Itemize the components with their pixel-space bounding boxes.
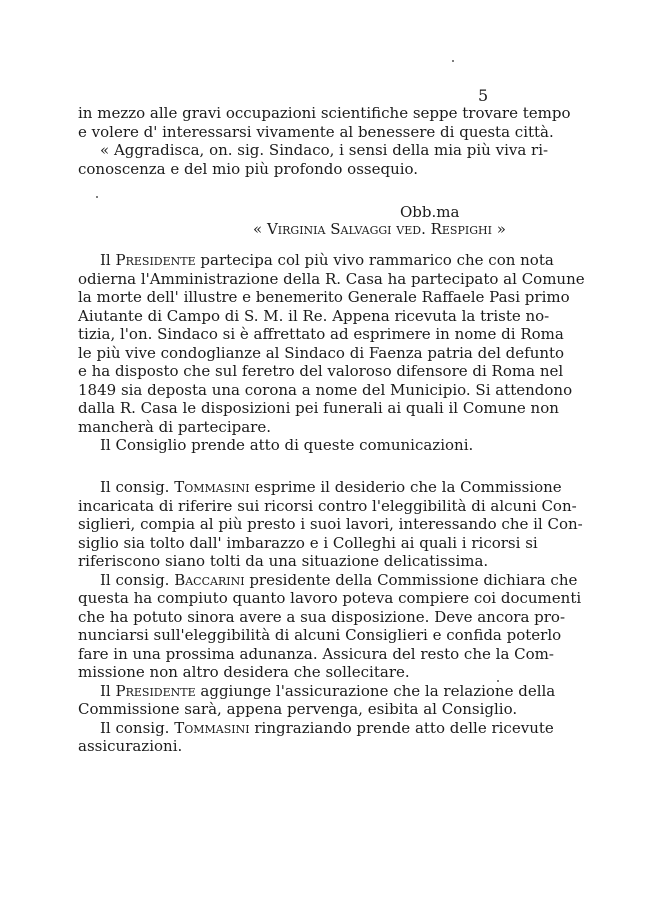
- text-line: e volere d' interessarsi vivamente al benessere di questa città.: [78, 122, 554, 141]
- speaker-name: Tommasini: [174, 478, 250, 496]
- text-line: 1849 sia deposta una corona a nome del Municipio. Si attendono: [78, 380, 573, 399]
- text-line: fare in una prossima adunanza. Assicura del resto che la Com-: [78, 644, 554, 663]
- text-line: missione non altro desidera che sollecitare.: [78, 663, 410, 681]
- text-line: « Aggradisca, on. sig. Sindaco, i sensi della mia più viva ri-: [100, 141, 549, 159]
- text-line: Il Consiglio prende atto di queste comunicazioni.: [100, 436, 474, 454]
- text-line: Il consig. Tommasini ringraziando prende atto delle ricevute: [100, 718, 554, 737]
- text-line: Il consig. Baccarini presidente della Commissione dichiara che: [100, 570, 578, 589]
- speaker-name: Presidente: [115, 251, 196, 269]
- letter-conclusion: [78, 104, 571, 178]
- text-line: incaricata di riferire sui ricorsi contro l'eleggibilità di alcuni Con-: [78, 496, 577, 515]
- president-communication: [78, 251, 585, 455]
- text-line: dalla R. Casa le disposizioni pei funerali ai quali il Comune non: [78, 399, 559, 417]
- text-line: siglio sia tolto dall' imbarazzo e i Colleghi ai quali i ricorsi si: [78, 533, 538, 552]
- text-line: assicurazioni.: [78, 737, 183, 755]
- signatory-name: Virginia Salvaggi ved. Respighi: [266, 220, 492, 238]
- text-line: conoscenza e del mio più profondo ossequio.: [78, 159, 419, 178]
- speaker-name: Tommasini: [174, 718, 250, 737]
- text-line: Il Presidente aggiunge l'assicurazione che la relazione della: [100, 681, 556, 700]
- text-line: Aiutante di Campo di S. M. il Re. Appena ricevuta la triste no-: [78, 306, 550, 325]
- text-line: Il Presidente partecipa col più vivo rammarico che con nota: [100, 251, 554, 269]
- text-line: mancherà di partecipare.: [78, 417, 271, 436]
- commission-discussion: [78, 478, 583, 756]
- text-line: Il consig. Tommasini esprime il desiderio che la Commissione: [100, 478, 562, 496]
- text-line: le più vive condoglianze al Sindaco di Faenza patria del defunto: [78, 343, 565, 362]
- text-line: e ha disposto che sul feretro del valoroso difensore di Roma nel: [78, 362, 564, 380]
- text-line: tizia, l'on. Sindaco si è affrettato ad esprimere in nome di Roma: [78, 325, 564, 343]
- text-line: in mezzo alle gravi occupazioni scientifiche seppe trovare tempo: [78, 104, 571, 122]
- scan-speck: [96, 196, 98, 198]
- text-line: questa ha compiuto quanto lavoro poteva compiere coi documenti: [78, 589, 582, 607]
- text-line: che ha potuto sinora avere a sua disposizione. Deve ancora pro-: [78, 607, 566, 626]
- text-line: odierna l'Amministrazione della R. Casa ha partecipato al Comune: [78, 269, 585, 288]
- text-line: nunciarsi sull'eleggibilità di alcuni Consiglieri e confida poterlo: [78, 626, 562, 644]
- text-line: siglieri, compia al più presto i suoi lavori, interessando che il Con-: [78, 515, 583, 533]
- speaker-name: Baccarini: [174, 570, 245, 589]
- scan-speck: [452, 60, 454, 62]
- page-number: 5: [478, 86, 489, 105]
- signature-name: « Virginia Salvaggi ved. Respighi »: [253, 220, 506, 238]
- text-line: la morte dell' illustre e benemerito Generale Raffaele Pasi primo: [78, 288, 570, 306]
- text-line: Commissione sarà, appena pervenga, esibita al Consiglio.: [78, 700, 518, 718]
- text-line: riferiscono siano tolti da una situazione delicatissima.: [78, 552, 489, 570]
- signature-closing: Obb.ma: [400, 203, 460, 221]
- speaker-name: Presidente: [115, 681, 196, 700]
